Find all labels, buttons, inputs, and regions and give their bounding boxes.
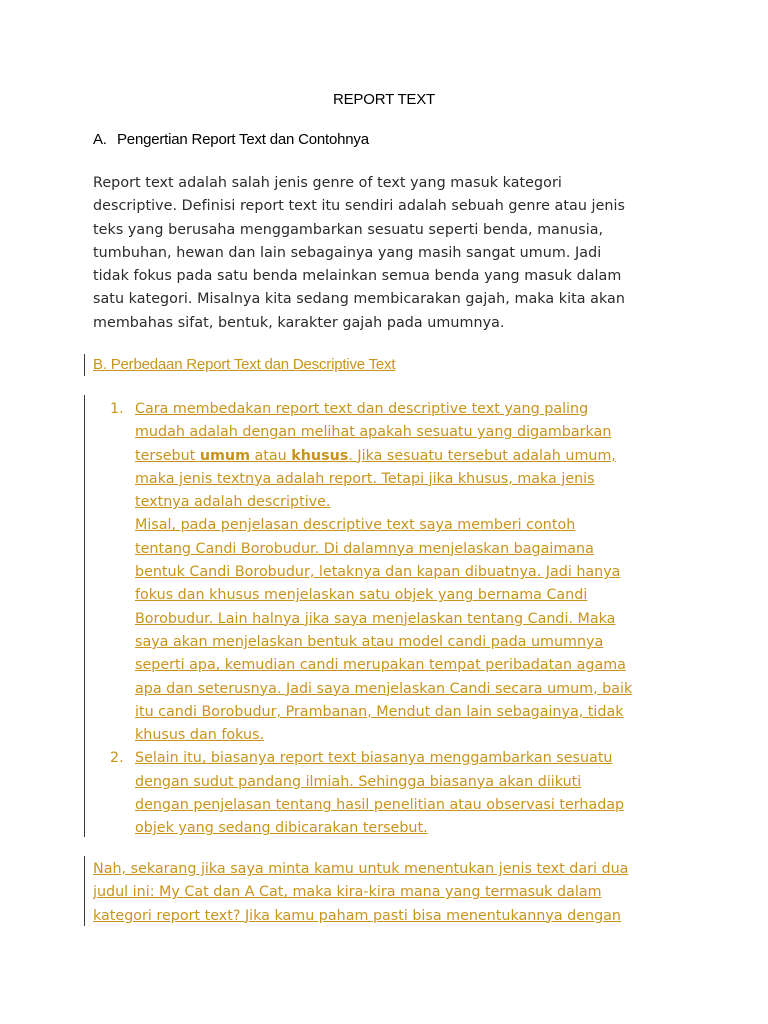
closing-paragraph bbox=[93, 858, 683, 928]
list-line: dengan sudut pandang ilmiah. Sehingga biasanya akan diikuti bbox=[135, 773, 582, 790]
list-text: tersebut bbox=[135, 447, 200, 464]
list-line: fokus dan khusus menjelaskan satu objek yang bernama Candi bbox=[135, 587, 588, 604]
list-item-number: 1. bbox=[110, 401, 124, 417]
section-a-heading bbox=[93, 131, 369, 148]
list-line: Cara membedakan report text dan descriptive text yang paling bbox=[135, 401, 589, 417]
list-line: objek yang sedang dibicarakan tersebut. bbox=[135, 820, 428, 837]
list-item bbox=[110, 747, 680, 840]
list-item bbox=[110, 398, 680, 747]
paragraph-line: kategori report text? Jika kamu paham pasti bisa menentukannya dengan bbox=[93, 907, 621, 924]
list-text: atau bbox=[249, 447, 292, 464]
paragraph-line: judul ini: My Cat dan A Cat, maka kira-kira mana yang termasuk dalam bbox=[93, 884, 602, 901]
paragraph-line: teks yang berusaha menggambarkan sesuatu seperti benda, manusia, bbox=[93, 221, 604, 238]
list-line: tentang Candi Borobudur. Di dalamnya menjelaskan bagaimana bbox=[135, 540, 594, 557]
list-line: seperti apa, kemudian candi merupakan tempat peribadatan agama bbox=[135, 657, 626, 674]
bold-term-khusus: khusus bbox=[291, 447, 349, 464]
document-title: REPORT TEXT bbox=[333, 91, 435, 108]
list-line bbox=[135, 445, 680, 468]
change-bar bbox=[84, 856, 85, 926]
section-b-heading: B. Perbedaan Report Text dan Descriptive Text bbox=[93, 356, 396, 373]
list-line: bentuk Candi Borobudur, letaknya dan kapan dibuatnya. Jadi hanya bbox=[135, 564, 621, 581]
list-line: dengan penjelasan tentang hasil penelitian atau observasi terhadap bbox=[135, 797, 625, 814]
change-bar bbox=[84, 354, 85, 376]
list-line: Selain itu, biasanya report text biasanya menggambarkan sesuatu bbox=[135, 750, 613, 767]
section-a-paragraph bbox=[93, 172, 678, 335]
paragraph-line: Report text adalah salah jenis genre of text yang masuk kategori bbox=[93, 175, 562, 191]
list-item-number: 2. bbox=[110, 750, 124, 767]
list-text: . Jika sesuatu tersebut adalah umum, bbox=[348, 447, 616, 464]
list-line: khusus dan fokus. bbox=[135, 727, 265, 744]
list-line: Misal, pada penjelasan descriptive text saya memberi contoh bbox=[135, 517, 576, 534]
list-line: itu candi Borobudur, Prambanan, Mendut dan lain sebagainya, tidak bbox=[135, 703, 624, 720]
list-line: Borobudur. Lain halnya jika saya menjelaskan tentang Candi. Maka bbox=[135, 610, 616, 627]
bold-term-umum: umum bbox=[199, 447, 250, 464]
list-line: saya akan menjelaskan bentuk atau model candi pada umumnya bbox=[135, 633, 604, 650]
list-line: textnya adalah descriptive. bbox=[135, 494, 331, 511]
paragraph-line: tidak fokus pada satu benda melainkan semua benda yang masuk dalam bbox=[93, 268, 622, 285]
difference-list bbox=[110, 398, 680, 841]
paragraph-line: satu kategori. Misalnya kita sedang membicarakan gajah, maka kita akan bbox=[93, 291, 625, 308]
paragraph-line: descriptive. Definisi report text itu sendiri adalah sebuah genre atau jenis bbox=[93, 198, 626, 215]
paragraph-line: tumbuhan, hewan dan lain sebagainya yang masih sangat umum. Jadi bbox=[93, 244, 602, 261]
paragraph-line: Nah, sekarang jika saya minta kamu untuk menentukan jenis text dari dua bbox=[93, 861, 629, 877]
list-line: apa dan seterusnya. Jadi saya menjelaskan Candi secara umum, baik bbox=[135, 680, 633, 697]
list-line: maka jenis textnya adalah report. Tetapi jika khusus, maka jenis bbox=[135, 470, 595, 487]
change-bar bbox=[84, 395, 85, 837]
paragraph-line: membahas sifat, bentuk, karakter gajah pada umumnya. bbox=[93, 314, 505, 331]
section-a-number: A. bbox=[93, 131, 107, 148]
list-line: mudah adalah dengan melihat apakah sesuatu yang digambarkan bbox=[135, 424, 612, 441]
section-a-heading-text: Pengertian Report Text dan Contohnya bbox=[117, 131, 369, 148]
